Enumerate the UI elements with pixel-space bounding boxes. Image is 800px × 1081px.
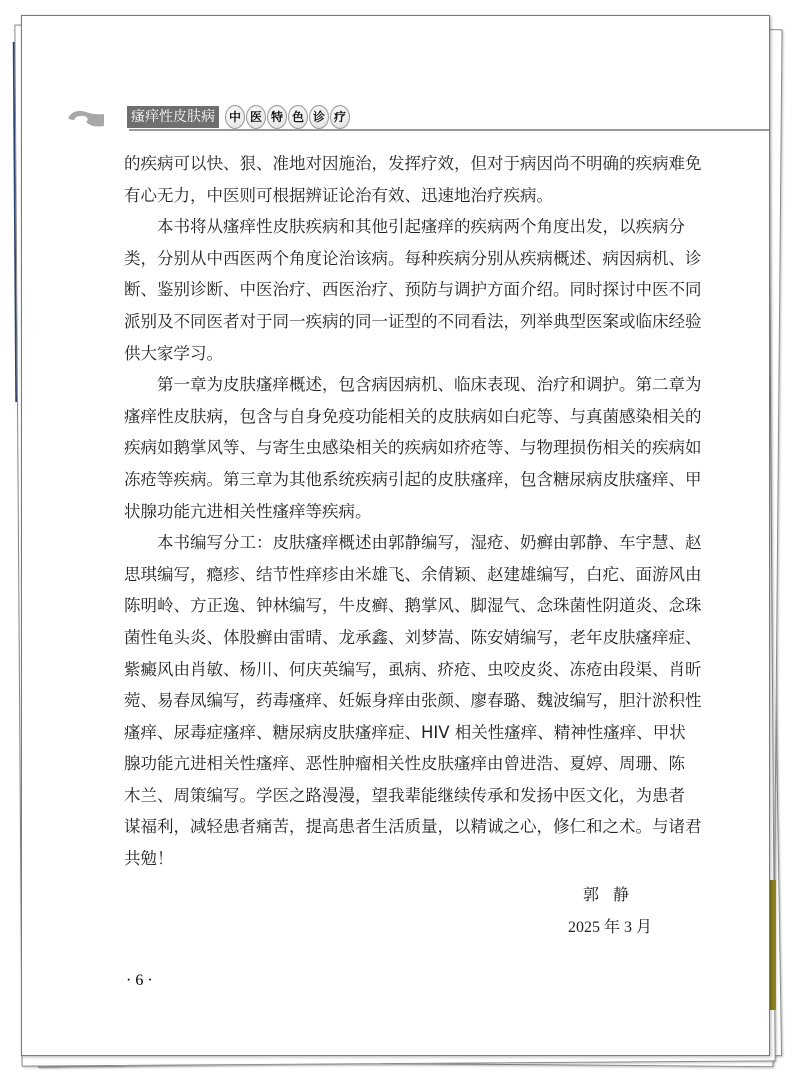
header-rule — [129, 129, 769, 131]
text-line: 疾病如鹅掌风等、与寄生虫感染相关的疾病如疥疮等、与物理损伤相关的疾病如 — [124, 438, 702, 458]
paragraph — [124, 527, 702, 875]
text-line: 陈明岭、方正逸、钟林编写，牛皮癣、鹅掌风、脚湿气、念珠菌性阴道炎、念珠 — [124, 596, 702, 616]
text-line: 断、鉴别诊断、中医治疗、西医治疗、预防与调护方面介绍。同时探讨中医不同 — [124, 280, 702, 300]
text-line: 派别及不同医者对于同一疾病的同一证型的不同看法，列举典型医案或临床经验 — [124, 311, 702, 331]
text-line: 供大家学习。 — [124, 343, 223, 363]
series-char: 特 — [267, 105, 287, 129]
text-line: 本书编写分工：皮肤瘙痒概述由郭静编写，湿疮、奶癣由郭静、车宇慧、赵 — [157, 533, 702, 553]
back-page-edge — [770, 880, 776, 1010]
book-title: 瘙痒性皮肤病 — [127, 106, 219, 128]
text-line: 状腺功能亢进相关性瘙痒等疾病。 — [124, 501, 372, 521]
body-text — [124, 148, 702, 875]
book-page — [21, 15, 770, 1056]
text-line: 瘙痒性皮肤病，包含与自身免疫功能相关的皮肤病如白疕等、与真菌感染相关的 — [124, 406, 702, 426]
paragraph — [124, 369, 702, 527]
text-line: 紫癜风由肖敏、杨川、何庆英编写，虱病、疥疮、虫咬皮炎、冻疮由段渠、肖昕 — [124, 659, 702, 679]
text-line: 共勉！ — [124, 849, 174, 869]
series-char: 医 — [246, 105, 266, 129]
series-badges — [225, 105, 350, 129]
text-line: 第一章为皮肤瘙痒概述，包含病因病机、临床表现、治疗和调护。第二章为 — [157, 375, 702, 395]
text-line: 菀、易春凤编写，药毒瘙痒、妊娠身痒由张颜、廖春璐、魏波编写，胆汁淤积性 — [124, 691, 702, 711]
signature-date: 2025 年 3 月 — [568, 919, 653, 936]
running-header — [66, 102, 769, 134]
series-char: 疗 — [330, 105, 350, 129]
cloud-ornament-icon — [66, 106, 106, 128]
text-line: 谋福利，减轻患者痛苦，提高患者生活质量，以精诚之心，修仁和之术。与诸君 — [124, 817, 702, 837]
text-line: 思琪编写，瘾疹、结节性痒疹由米雄飞、余倩颖、赵建雄编写，白疕、面游风由 — [124, 564, 702, 584]
text-line: 冻疮等疾病。第三章为其他系统疾病引起的皮肤瘙痒，包含糖尿病皮肤瘙痒、甲 — [124, 469, 702, 489]
paragraph — [124, 211, 702, 369]
text-line: 的疾病可以快、狠、准地对因施治，发挥疗效，但对于病因尚不明确的疾病难免 — [124, 154, 702, 173]
series-char: 诊 — [309, 105, 329, 129]
text-line: 木兰、周策编写。学医之路漫漫，望我辈能继续传承和发扬中医文化，为患者 — [124, 785, 685, 805]
text-line: 类，分别从中西医两个角度论治该病。每种疾病分别从疾病概述、病因病机、诊 — [124, 248, 702, 268]
page-number: · 6 · — [126, 972, 153, 989]
text-line: 有心无力，中医则可根据辨证论治有效、迅速地治疗疾病。 — [124, 185, 553, 205]
author-signature: 郭静 — [583, 887, 644, 904]
paragraph — [124, 148, 702, 211]
series-char: 中 — [225, 105, 245, 129]
series-char: 色 — [288, 105, 308, 129]
text-line: 瘙痒、尿毒症瘙痒、糖尿病皮肤瘙痒症、HIV 相关性瘙痒、精神性瘙痒、甲状 — [124, 722, 686, 742]
text-line: 菌性龟头炎、体股癣由雷晴、龙承鑫、刘梦嵩、陈安婧编写，老年皮肤瘙痒症、 — [124, 627, 702, 647]
text-line: 本书将从瘙痒性皮肤疾病和其他引起瘙痒的疾病两个角度出发，以疾病分 — [157, 217, 685, 237]
text-line: 腺功能亢进相关性瘙痒、恶性肿瘤相关性皮肤瘙痒由曾进浩、夏婷、周珊、陈 — [124, 754, 685, 774]
